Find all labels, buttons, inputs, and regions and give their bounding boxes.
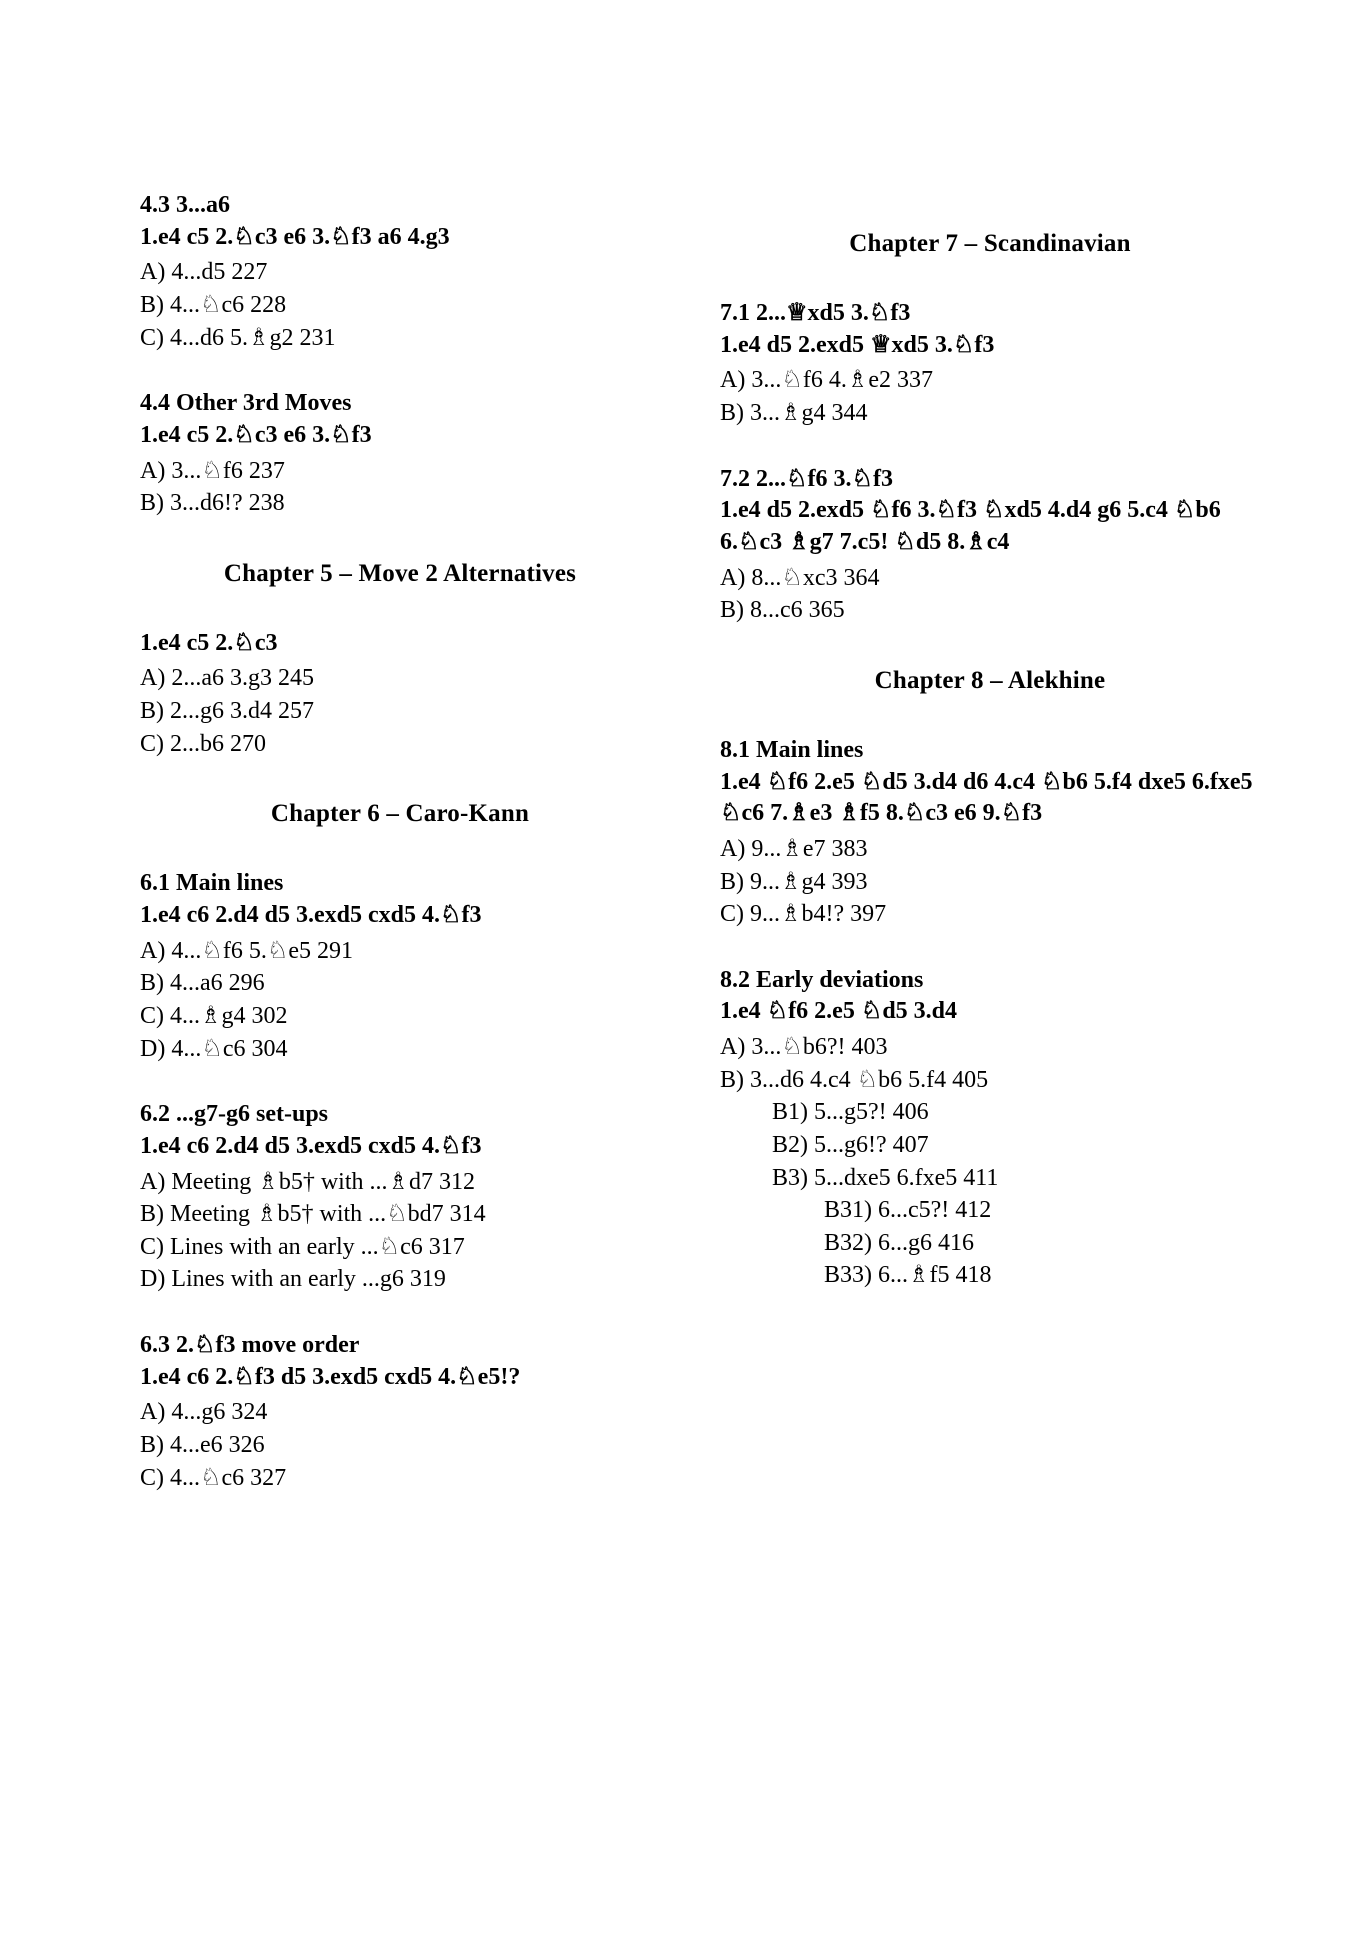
section-title: 8.2 Early deviations [720,966,924,993]
section-move-line: 1.e4 d5 2.exd5 ♘f6 3.♘f3 ♘xd5 4.d4 g6 5.c4 ♘b6 6.♘c3 ♗g7 7.c5! ♘d5 8.♗c4 [720,497,1221,555]
left-column [140,190,660,1817]
contents-entry[interactable]: B31) 6...c5?! 412 [824,1197,992,1224]
contents-section [720,735,1260,931]
right-column [720,190,1260,1817]
contents-entry[interactable]: A) 4...♘f6 5.♘e5 291 [140,937,353,964]
contents-entry[interactable]: B) 3...d6!? 238 [140,490,285,517]
contents-section [140,1099,660,1296]
contents-entry[interactable]: B32) 6...g6 416 [824,1229,974,1256]
section-title: 4.4 Other 3rd Moves [140,390,352,417]
contents-entry[interactable]: C) 4...♘c6 327 [140,1464,287,1491]
section-title: 8.1 Main lines [720,736,864,763]
contents-section [140,628,660,761]
section-move-line: 1.e4 c6 2.♘f3 d5 3.exd5 cxd5 4.♘e5!? [140,1363,521,1390]
section-move-line: 1.e4 c6 2.d4 d5 3.exd5 cxd5 4.♘f3 [140,1132,482,1159]
section-move-line: 1.e4 ♘f6 2.e5 ♘d5 3.d4 [720,998,958,1025]
section-title: 6.2 ...g7-g6 set-ups [140,1101,329,1128]
section-move-line: 1.e4 ♘f6 2.e5 ♘d5 3.d4 d6 4.c4 ♘b6 5.f4 dxe5 6.fxe5 ♘c6 7.♗e3 ♗f5 8.♘c3 e6 9.♘f3 [720,768,1253,827]
contents-entry[interactable]: A) 3...♘b6?! 403 [720,1034,888,1061]
contents-entry[interactable]: B) 2...g6 3.d4 257 [140,698,314,725]
contents-entry[interactable]: B) 3...d6 4.c4 ♘b6 5.f4 405 [720,1066,989,1093]
contents-entry[interactable]: D) 4...♘c6 304 [140,1035,288,1062]
contents-section [720,965,1260,1292]
contents-entry[interactable]: C) Lines with an early ...♘c6 317 [140,1233,465,1260]
contents-entry[interactable]: B) 3...♗g4 344 [720,399,868,426]
contents-entry[interactable]: B2) 5...g6!? 407 [772,1131,929,1158]
contents-entry[interactable]: A) 4...d5 227 [140,259,268,286]
contents-entry[interactable]: A) 8...♘xc3 364 [720,564,880,591]
contents-entry[interactable]: A) 3...♘f6 237 [140,457,285,484]
section-move-line: 1.e4 c5 2.♘c3 e6 3.♘f3 a6 4.g3 [140,223,450,250]
contents-entry[interactable]: B) 9...♗g4 393 [720,868,868,895]
contents-entry[interactable]: C) 9...♗b4!? 397 [720,901,887,928]
contents-entry[interactable]: B1) 5...g5?! 406 [772,1099,929,1126]
section-move-line: 1.e4 c5 2.♘c3 [140,629,278,656]
contents-entry[interactable]: A) 2...a6 3.g3 245 [140,665,314,692]
section-title: 4.3 3...a6 [140,192,230,218]
contents-entry[interactable]: B3) 5...dxe5 6.fxe5 411 [772,1164,999,1191]
contents-section [720,464,1260,627]
contents-section [140,388,660,520]
contents-section [140,190,660,354]
contents-entry[interactable]: C) 2...b6 270 [140,730,266,757]
contents-entry[interactable]: C) 4...d6 5.♗g2 231 [140,324,336,351]
section-move-line: 1.e4 c6 2.d4 d5 3.exd5 cxd5 4.♘f3 [140,902,482,929]
contents-entry[interactable]: A) Meeting ♗b5† with ...♗d7 312 [140,1168,476,1195]
contents-section [140,868,660,1065]
contents-entry[interactable]: C) 4...♗g4 302 [140,1002,288,1029]
contents-entry[interactable]: B) 4...♘c6 228 [140,291,287,318]
chapter-heading: Chapter 6 – Caro-Kann [270,800,530,828]
contents-entry[interactable]: B) 8...c6 365 [720,597,845,624]
two-column-layout [140,190,1253,1817]
contents-entry[interactable]: A) 4...g6 324 [140,1399,268,1426]
contents-entry[interactable]: B) Meeting ♗b5† with ...♘bd7 314 [140,1201,486,1228]
contents-entry[interactable]: B) 4...a6 296 [140,970,265,997]
contents-section [140,1330,660,1494]
chapter-heading: Chapter 7 – Scandinavian [849,230,1131,257]
section-title: 6.3 2.♘f3 move order [140,1332,360,1359]
contents-entry[interactable]: B) 4...e6 326 [140,1432,265,1459]
contents-entry[interactable]: A) 3...♘f6 4.♗e2 337 [720,367,933,394]
section-move-line: 1.e4 c5 2.♘c3 e6 3.♘f3 [140,421,372,448]
section-move-line: 1.e4 d5 2.exd5 ♕xd5 3.♘f3 [720,331,995,358]
chapter-heading: Chapter 5 – Move 2 Alternatives [223,559,577,587]
chapter-heading: Chapter 8 – Alekhine [874,666,1106,694]
section-title: 6.1 Main lines [140,870,284,897]
contents-entry[interactable]: A) 9...♗e7 383 [720,835,868,862]
section-title: 7.2 2...♘f6 3.♘f3 [720,465,894,492]
contents-section [720,298,1260,430]
contents-entry[interactable]: B33) 6...♗f5 418 [824,1262,992,1289]
contents-entry[interactable]: D) Lines with an early ...g6 319 [140,1266,446,1293]
section-title: 7.1 2...♕xd5 3.♘f3 [720,300,911,326]
